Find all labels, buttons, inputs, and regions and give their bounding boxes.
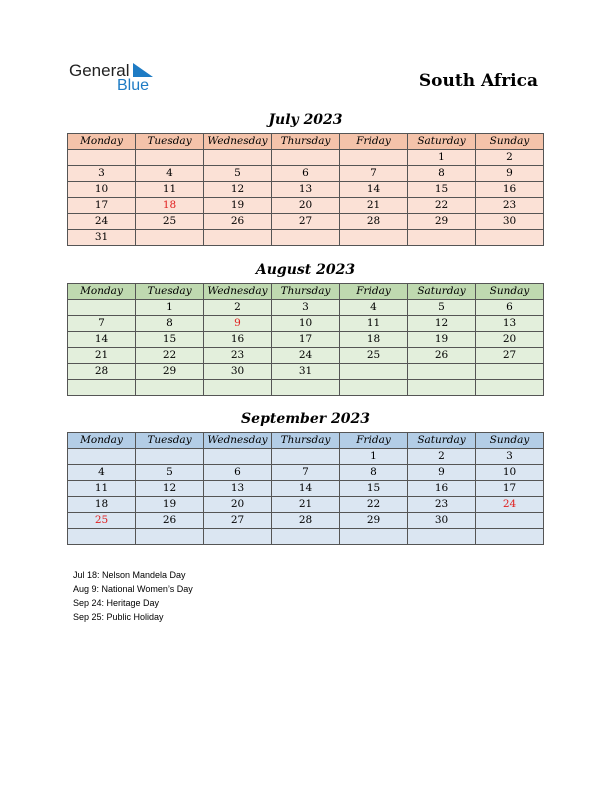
logo-text-blue: Blue (117, 77, 150, 94)
day-cell: 9 (408, 465, 476, 481)
weekday-header: Monday (68, 284, 136, 300)
calendar-august (67, 283, 544, 396)
day-cell: 21 (340, 198, 408, 214)
week-row (68, 380, 544, 396)
day-cell: 25 (136, 214, 204, 230)
day-cell: 11 (340, 316, 408, 332)
logo-text-general: General (69, 61, 130, 80)
day-cell: 29 (408, 214, 476, 230)
month-title-july: July 2023 (268, 112, 343, 128)
day-cell: 28 (68, 364, 136, 380)
day-cell: 2 (476, 150, 544, 166)
holiday-item: Aug 9: National Women’s Day (73, 584, 193, 594)
day-cell: 6 (272, 166, 340, 182)
day-cell: 11 (68, 481, 136, 497)
month-title-september: September 2023 (241, 411, 370, 427)
weekday-header: Sunday (476, 433, 544, 449)
day-cell: 23 (204, 348, 272, 364)
day-cell (68, 150, 136, 166)
holiday-day-cell: 25 (68, 513, 136, 529)
day-cell (204, 529, 272, 545)
day-cell: 13 (272, 182, 340, 198)
day-cell (476, 380, 544, 396)
day-cell: 12 (204, 182, 272, 198)
day-cell: 22 (136, 348, 204, 364)
day-cell (340, 380, 408, 396)
weekday-header: Saturday (408, 433, 476, 449)
day-cell: 16 (204, 332, 272, 348)
day-cell (68, 529, 136, 545)
week-row (68, 332, 544, 348)
day-cell (272, 230, 340, 246)
day-cell (68, 300, 136, 316)
day-cell: 17 (272, 332, 340, 348)
day-cell: 21 (272, 497, 340, 513)
generalblue-logo-flag-icon (133, 63, 153, 77)
weekday-header: Saturday (408, 134, 476, 150)
weekday-header: Monday (68, 134, 136, 150)
day-cell (408, 529, 476, 545)
day-cell: 19 (408, 332, 476, 348)
day-cell (272, 380, 340, 396)
day-cell (68, 449, 136, 465)
country-title: South Africa (418, 71, 538, 91)
day-cell (136, 150, 204, 166)
day-cell: 24 (68, 214, 136, 230)
weekday-header: Friday (340, 284, 408, 300)
day-cell: 24 (272, 348, 340, 364)
day-cell: 20 (204, 497, 272, 513)
week-row (68, 182, 544, 198)
generalblue-logo (69, 61, 169, 97)
week-row (68, 198, 544, 214)
day-cell: 27 (272, 214, 340, 230)
week-row (68, 513, 544, 529)
day-cell: 6 (204, 465, 272, 481)
day-cell: 4 (68, 465, 136, 481)
day-cell (272, 150, 340, 166)
day-cell (136, 230, 204, 246)
day-cell: 9 (476, 166, 544, 182)
day-cell: 31 (272, 364, 340, 380)
weekday-header: Monday (68, 433, 136, 449)
day-cell: 23 (408, 497, 476, 513)
day-cell: 1 (340, 449, 408, 465)
weekday-header: Thursday (272, 433, 340, 449)
weekday-header: Sunday (476, 134, 544, 150)
day-cell: 13 (204, 481, 272, 497)
day-cell: 21 (68, 348, 136, 364)
day-cell: 6 (476, 300, 544, 316)
day-cell (204, 449, 272, 465)
day-cell: 10 (68, 182, 136, 198)
day-cell: 22 (340, 497, 408, 513)
day-cell: 8 (408, 166, 476, 182)
weekday-header: Saturday (408, 284, 476, 300)
day-cell: 2 (204, 300, 272, 316)
day-cell: 12 (136, 481, 204, 497)
day-cell: 14 (68, 332, 136, 348)
day-cell: 7 (68, 316, 136, 332)
holiday-day-cell: 9 (204, 316, 272, 332)
holiday-day-cell: 24 (476, 497, 544, 513)
day-cell: 8 (340, 465, 408, 481)
day-cell: 15 (340, 481, 408, 497)
weekday-header: Friday (340, 433, 408, 449)
day-cell: 25 (340, 348, 408, 364)
day-cell: 4 (136, 166, 204, 182)
day-cell: 22 (408, 198, 476, 214)
week-row (68, 497, 544, 513)
day-cell: 20 (476, 332, 544, 348)
calendar-september (67, 432, 544, 545)
day-cell (136, 380, 204, 396)
day-cell: 18 (340, 332, 408, 348)
week-row (68, 481, 544, 497)
day-cell (408, 364, 476, 380)
weekday-header: Sunday (476, 284, 544, 300)
day-cell (272, 449, 340, 465)
weekday-header: Tuesday (136, 284, 204, 300)
day-cell: 26 (204, 214, 272, 230)
weekday-header: Thursday (272, 284, 340, 300)
day-cell: 3 (68, 166, 136, 182)
day-cell: 5 (204, 166, 272, 182)
day-cell (408, 230, 476, 246)
day-cell: 3 (476, 449, 544, 465)
day-cell: 29 (340, 513, 408, 529)
day-cell: 14 (272, 481, 340, 497)
holiday-item: Jul 18: Nelson Mandela Day (73, 570, 186, 580)
holiday-day-cell: 18 (136, 198, 204, 214)
month-title-august: August 2023 (255, 262, 356, 278)
week-row (68, 214, 544, 230)
day-cell (204, 380, 272, 396)
day-cell: 23 (476, 198, 544, 214)
day-cell: 26 (408, 348, 476, 364)
day-cell (204, 150, 272, 166)
day-cell: 16 (476, 182, 544, 198)
day-cell: 1 (408, 150, 476, 166)
day-cell: 17 (476, 481, 544, 497)
day-cell: 17 (68, 198, 136, 214)
day-cell: 2 (408, 449, 476, 465)
day-cell (136, 449, 204, 465)
day-cell: 30 (408, 513, 476, 529)
day-cell: 29 (136, 364, 204, 380)
week-row (68, 449, 544, 465)
day-cell: 7 (340, 166, 408, 182)
week-row (68, 166, 544, 182)
week-row (68, 300, 544, 316)
day-cell: 26 (136, 513, 204, 529)
day-cell: 18 (68, 497, 136, 513)
day-cell: 20 (272, 198, 340, 214)
weekday-header: Wednesday (204, 284, 272, 300)
day-cell: 15 (408, 182, 476, 198)
week-row (68, 465, 544, 481)
day-cell: 27 (476, 348, 544, 364)
week-row (68, 364, 544, 380)
week-row (68, 348, 544, 364)
day-cell: 27 (204, 513, 272, 529)
day-cell: 19 (136, 497, 204, 513)
day-cell: 28 (340, 214, 408, 230)
week-row (68, 529, 544, 545)
weekday-header: Tuesday (136, 134, 204, 150)
day-cell: 15 (136, 332, 204, 348)
day-cell (136, 529, 204, 545)
day-cell (340, 230, 408, 246)
day-cell: 5 (408, 300, 476, 316)
day-cell: 30 (476, 214, 544, 230)
weekday-header: Friday (340, 134, 408, 150)
day-cell (68, 380, 136, 396)
day-cell (476, 513, 544, 529)
day-cell: 10 (272, 316, 340, 332)
day-cell: 31 (68, 230, 136, 246)
day-cell (272, 529, 340, 545)
week-row (68, 316, 544, 332)
weekday-header: Thursday (272, 134, 340, 150)
week-row (68, 150, 544, 166)
day-cell: 30 (204, 364, 272, 380)
day-cell: 7 (272, 465, 340, 481)
weekday-header: Tuesday (136, 433, 204, 449)
day-cell (476, 529, 544, 545)
weekday-header: Wednesday (204, 134, 272, 150)
day-cell: 13 (476, 316, 544, 332)
day-cell: 11 (136, 182, 204, 198)
day-cell: 14 (340, 182, 408, 198)
day-cell (340, 150, 408, 166)
day-cell: 4 (340, 300, 408, 316)
day-cell: 12 (408, 316, 476, 332)
day-cell (204, 230, 272, 246)
day-cell: 8 (136, 316, 204, 332)
day-cell: 10 (476, 465, 544, 481)
day-cell: 16 (408, 481, 476, 497)
day-cell: 5 (136, 465, 204, 481)
weekday-header-row (68, 284, 544, 300)
weekday-header-row (68, 433, 544, 449)
day-cell: 28 (272, 513, 340, 529)
day-cell (340, 364, 408, 380)
weekday-header-row (68, 134, 544, 150)
holiday-list (73, 568, 193, 624)
calendar-july (67, 133, 544, 246)
day-cell: 19 (204, 198, 272, 214)
day-cell: 3 (272, 300, 340, 316)
week-row (68, 230, 544, 246)
holiday-item: Sep 25: Public Holiday (73, 612, 164, 622)
day-cell: 1 (136, 300, 204, 316)
weekday-header: Wednesday (204, 433, 272, 449)
day-cell (476, 230, 544, 246)
holiday-item: Sep 24: Heritage Day (73, 598, 160, 608)
day-cell (340, 529, 408, 545)
day-cell (476, 364, 544, 380)
day-cell (408, 380, 476, 396)
